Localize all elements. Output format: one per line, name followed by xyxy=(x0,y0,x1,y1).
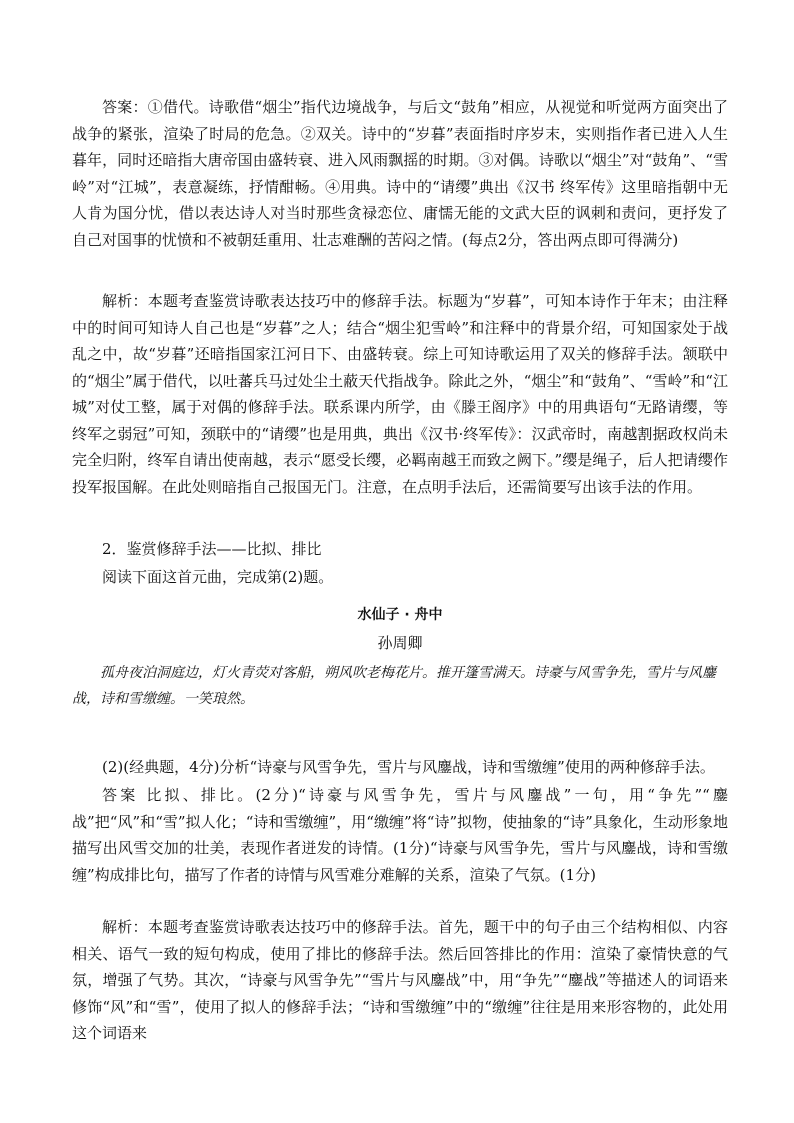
question-2: (2)(经典题，4分)分析“诗豪与风雪争先，雪片与风鏖战，诗和雪缴缠”使用的两种修辞手法。 xyxy=(102,758,715,776)
reading-instruction: 阅读下面这首元曲，完成第(2)题。 xyxy=(102,568,334,586)
analysis-paragraph-1: 解析：本题考查鉴赏诗歌表达技巧中的修辞手法。标题为“岁暮”，可知本诗作于年末；由注释中的时间可知诗人自己也是“岁暮”之人；结合“烟尘犯雪岭”和注释中的背景介绍，可知国家处于战乱之中，故“岁暮”还暗指国家江河日下、由盛转衰。综上可知诗歌运用了双关的修辞手法。颔联中的“烟尘”属于借代，以吐蕃兵马过处尘土蔽天代指战争。除此之外，“烟尘”和“鼓角”、“雪岭”和“江城”对仗工整，属于对偶的修辞手法。联系课内所学，由《滕王阁序》中的用典语句“无路请缨，等终军之弱冠”可知，颈联中的“请缨”也是用典，典出《汉书·终军传》：汉武帝时，南越割据政权尚未完全归附，终军自请出使南越，表示“愿受长缨，必羁南越王而致之阙下。”缨是绳子，后人把请缨作投军报国解。在此处则暗指自己报国无门。注意，在点明手法后，还需简要写出该手法的作用。 xyxy=(72,292,728,496)
answer-paragraph-2: 答案 比拟、排比。(2分)“诗豪与风雪争先，雪片与风鏖战”一句，用“争先”“鏖战”把“风”和“雪”拟人化；“诗和雪缴缠”，用“缴缠”将“诗”拟物，使抽象的“诗”具象化，生动形象地描写出风雪交加的壮美，表现作者迸发的诗情。(1分)“诗豪与风雪争先，雪片与风鏖战，诗和雪缴缠”构成排比句，描写了作者的诗情与风雪难分难解的关系，渲染了气氛。(1分) xyxy=(72,786,728,884)
answer-paragraph-1: 答案：①借代。诗歌借“烟尘”指代边境战争，与后文“鼓角”相应，从视觉和听觉两方面突出了战争的紧张，渲染了时局的危急。②双关。诗中的“岁暮”表面指时序岁末，实则指作者已进入人生暮年，同时还暗指大唐帝国由盛转衰、进入风雨飘摇的时期。③对偶。诗歌以“烟尘”对“鼓角”、“雪岭”对“江城”，表意凝练，抒情酣畅。④用典。诗中的“请缨”典出《汉书 终军传》这里暗指朝中无人肯为国分忧，借以表达诗人对当时那些贪禄恋位、庸懦无能的文武大臣的讽刺和责问，更抒发了自己对国事的忧愤和不被朝廷重用、壮志难酬的苦闷之情。(每点2分，答出两点即可得满分) xyxy=(72,98,728,249)
analysis-paragraph-2: 解析：本题考查鉴赏诗歌表达技巧中的修辞手法。首先，题干中的句子由三个结构相似、内容相关、语气一致的短句构成，使用了排比的修辞手法。然后回答排比的作用：渲染了豪情快意的气氛，增强了气势。其次，“诗豪与风雪争先”“雪片与风鏖战”中，用“争先”“鏖战”等描述人的词语来修饰“风”和“雪”，使用了拟人的修辞手法；“诗和雪缴缠”中的“缴缠”往往是用来形容物的，此处用这个词语来 xyxy=(72,918,728,1042)
section-heading-2: 2．鉴赏修辞手法——比拟、排比 xyxy=(102,540,322,558)
poem-body: 孤舟夜泊洞庭边，灯火青荧对客船，朔风吹老梅花片。推开篷雪满天。诗豪与风雪争先，雪片与风鏖战，诗和雪缴缠。一笑琅然。 xyxy=(72,665,716,707)
poem-author: 孙周卿 xyxy=(377,634,423,652)
poem-title: 水仙子 · 舟中 xyxy=(357,607,443,623)
